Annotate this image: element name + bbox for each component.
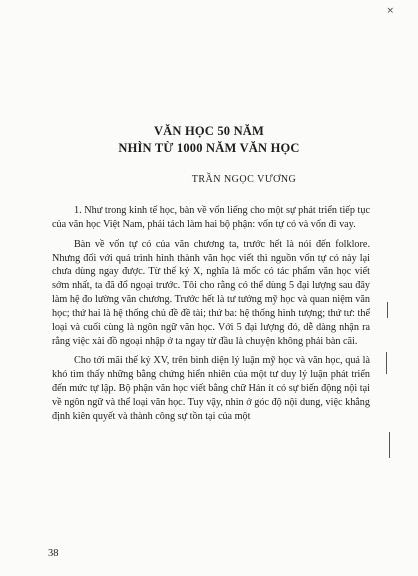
margin-mark-3 [389,432,390,458]
paragraph-3: Cho tới mãi thế kỷ XV, trên bình diện lý luận mỹ học và văn học, quả là khó tìm thấy những bằng chứng hiển nhiên của một tư duy lý luận phát triển đến mức tự lập. Bộ phận văn học viết bằng chữ Hán ít có sự biến động nội tại về ngôn ngữ và thể loại văn học. Tuy vậy, nhìn ở góc độ nội dung, việc khẳng định kiên quyết và thành công sự tồn tại của một [52,355,370,422]
corner-mark: × [386,6,394,16]
paragraph-1: 1. Như trong kinh tế học, bàn về vốn liếng cho một sự phát triển tiếp tục của văn học Việt Nam, phải tách làm hai bộ phận: vốn tự có và vốn đi vay. [52,205,370,230]
page-number: 38 [48,548,59,559]
margin-mark-1 [387,302,388,318]
margin-mark-2 [386,352,387,374]
paragraph-2: Bàn về vốn tự có của văn chương ta, trước hết là nói đến folklore. Nhưng đối với quá trình hình thành văn học viết thì nguồn vốn tự có này lại chưa dùng ngay được. Từ thế kỷ X, nghĩa là mốc có tác phẩm văn học viết sớm nhất, ta đã đổ ngoại trước. Tôi cho rằng có thể dùng 5 đại lượng sau đây làm hệ đo lường văn chương. Trước hết là tư tưởng mỹ học và quan niệm văn học; thứ hai là hệ thống chủ đề đề tài; thứ ba: hệ thống hình tượng; thứ tư: thể loại và cuối cùng là ngôn ngữ văn học. Với 5 đại lượng đó, dễ dàng nhận ra rằng việc xài đồ ngoại nhập ở ta ngay từ đầu là chuyện không phải bàn cãi. [52,238,370,347]
author-name: TRẦN NGỌC VƯƠNG [191,174,297,185]
title-line-1: VĂN HỌC 50 NĂM [153,124,265,138]
title-line-2: NHÌN TỪ 1000 NĂM VĂN HỌC [118,141,300,155]
article-body [52,204,370,430]
